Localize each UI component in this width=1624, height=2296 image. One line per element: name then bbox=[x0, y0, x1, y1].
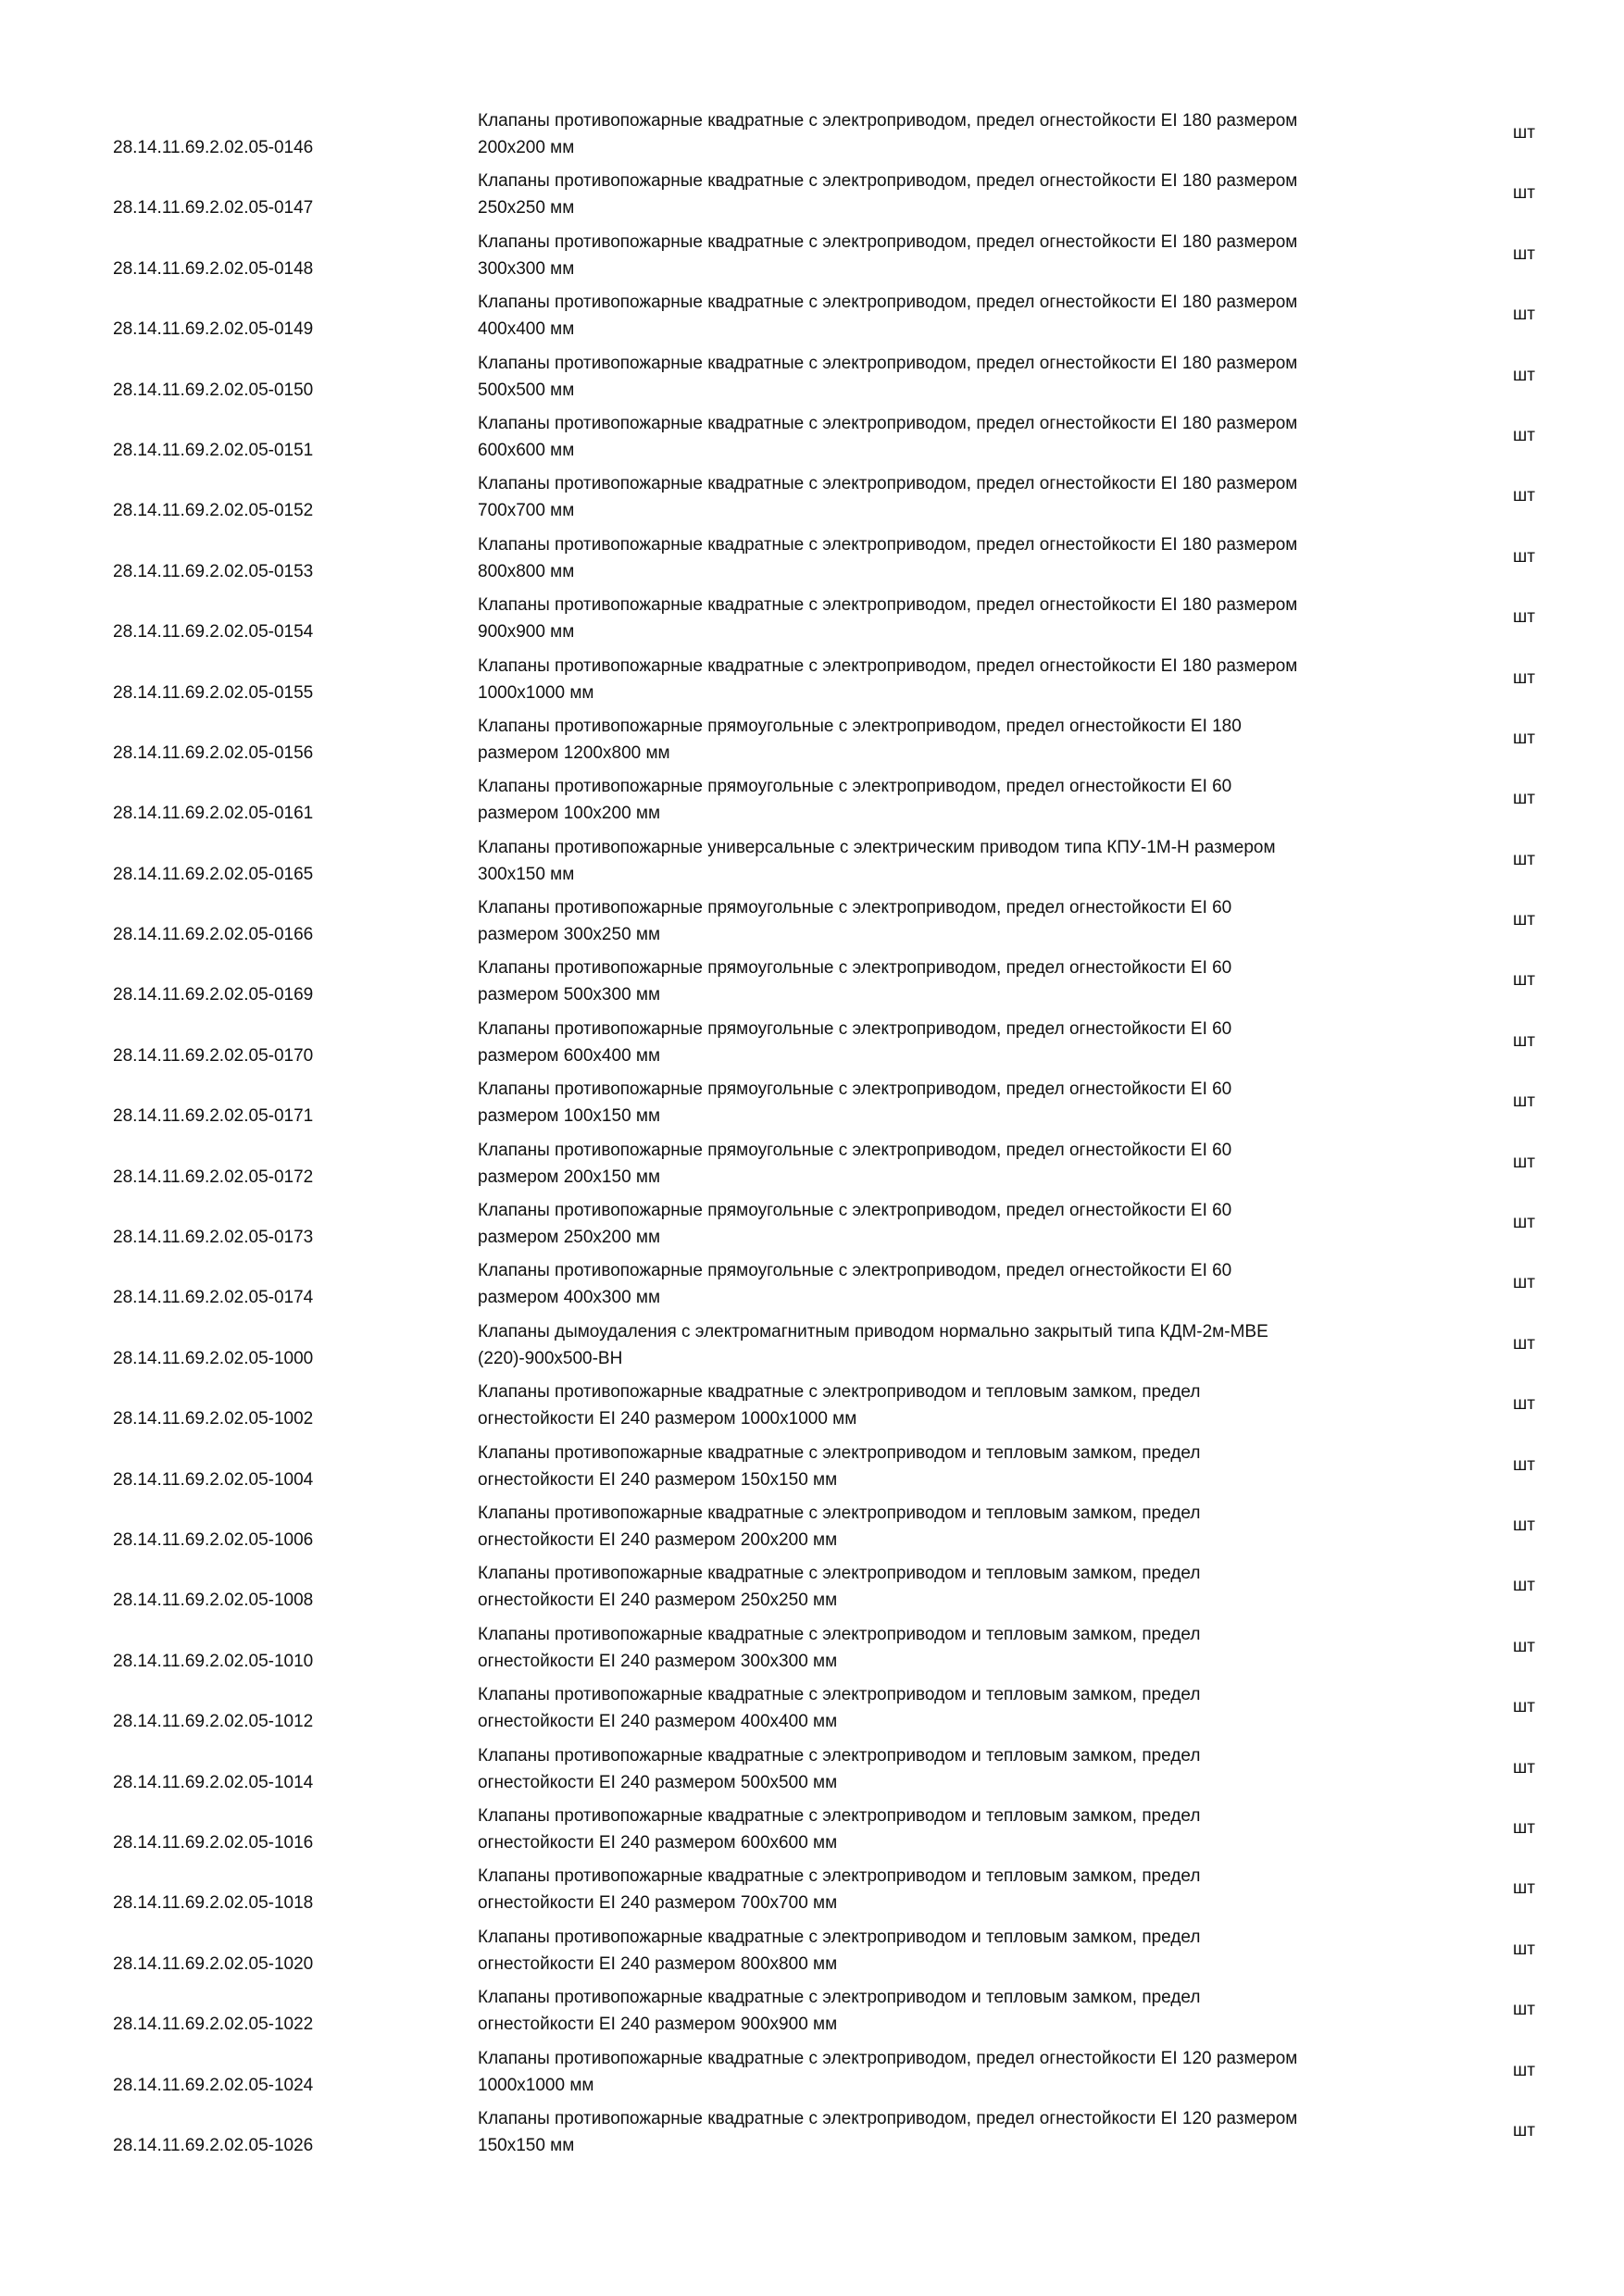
description-line-2: 200x200 мм bbox=[478, 138, 575, 157]
unit-of-measure: шт bbox=[1513, 668, 1535, 688]
table-row bbox=[0, 1375, 1624, 1435]
resource-description bbox=[478, 713, 1459, 767]
table-row bbox=[0, 406, 1624, 467]
table-row bbox=[0, 285, 1624, 345]
table-row bbox=[0, 2041, 1624, 2102]
description-line-2: 700x700 мм bbox=[478, 501, 575, 521]
unit-of-measure: шт bbox=[1513, 1213, 1535, 1233]
resource-code: 28.14.11.69.2.02.05-1008 bbox=[113, 1591, 314, 1611]
description-line-2: размером 100x200 мм bbox=[478, 804, 661, 824]
resource-description bbox=[478, 1803, 1459, 1856]
resource-code: 28.14.11.69.2.02.05-1010 bbox=[113, 1651, 314, 1671]
unit-of-measure: шт bbox=[1513, 1152, 1535, 1172]
resource-code: 28.14.11.69.2.02.05-0146 bbox=[113, 138, 314, 157]
resource-code: 28.14.11.69.2.02.05-1006 bbox=[113, 1529, 314, 1550]
resource-description bbox=[478, 410, 1459, 464]
description-line-2: 300x150 мм bbox=[478, 864, 575, 884]
description-line-1: Клапаны противопожарные квадратные с электроприводом и тепловым замком, предел bbox=[478, 1442, 1201, 1463]
description-line-2: 400x400 мм bbox=[478, 319, 575, 340]
table-row bbox=[0, 1436, 1624, 1496]
table-row bbox=[0, 1556, 1624, 1616]
description-line-1: Клапаны противопожарные квадратные с электроприводом и тепловым замком, предел bbox=[478, 1866, 1201, 1887]
description-line-2: размером 100x150 мм bbox=[478, 1106, 661, 1127]
description-line-2: размером 300x250 мм bbox=[478, 925, 661, 945]
resource-description bbox=[478, 1016, 1459, 1069]
description-line-1: Клапаны противопожарные квадратные с электроприводом и тепловым замком, предел bbox=[478, 1624, 1201, 1644]
unit-of-measure: шт bbox=[1513, 1273, 1535, 1293]
resource-description bbox=[478, 1984, 1459, 2038]
resource-code: 28.14.11.69.2.02.05-0169 bbox=[113, 985, 314, 1005]
description-line-2: 1000x1000 мм bbox=[478, 682, 594, 703]
table-row bbox=[0, 1012, 1624, 1072]
resource-description bbox=[478, 1076, 1459, 1129]
description-line-1: Клапаны противопожарные квадратные с электроприводом и тепловым замком, предел bbox=[478, 1685, 1201, 1705]
resource-description bbox=[478, 894, 1459, 948]
description-line-2: огнестойкости EI 240 размером 600x600 мм bbox=[478, 1832, 838, 1853]
resource-description bbox=[478, 107, 1459, 161]
resource-description bbox=[478, 168, 1459, 221]
description-line-2: 1000x1000 мм bbox=[478, 2075, 594, 2095]
unit-of-measure: шт bbox=[1513, 243, 1535, 264]
description-line-1: Клапаны противопожарные квадратные с электроприводом, предел огнестойкости EI 180 размером bbox=[478, 474, 1298, 494]
description-line-2: огнестойкости EI 240 размером 900x900 мм bbox=[478, 2015, 838, 2035]
description-line-1: Клапаны противопожарные квадратные с электроприводом, предел огнестойкости EI 180 размером bbox=[478, 655, 1298, 676]
resource-code: 28.14.11.69.2.02.05-0165 bbox=[113, 864, 314, 884]
resource-description bbox=[478, 531, 1459, 585]
resource-code: 28.14.11.69.2.02.05-1016 bbox=[113, 1832, 314, 1853]
table-row bbox=[0, 528, 1624, 588]
description-line-2: (220)-900x500-ВН bbox=[478, 1348, 623, 1368]
table-row bbox=[0, 346, 1624, 406]
description-line-2: огнестойкости EI 240 размером 500x500 мм bbox=[478, 1772, 838, 1792]
table-row bbox=[0, 1739, 1624, 1799]
resource-code: 28.14.11.69.2.02.05-0148 bbox=[113, 258, 314, 279]
resource-description bbox=[478, 1197, 1459, 1251]
unit-of-measure: шт bbox=[1513, 1757, 1535, 1778]
unit-of-measure: шт bbox=[1513, 2060, 1535, 2080]
unit-of-measure: шт bbox=[1513, 2120, 1535, 2140]
unit-of-measure: шт bbox=[1513, 789, 1535, 809]
resource-code: 28.14.11.69.2.02.05-0170 bbox=[113, 1045, 314, 1066]
resource-description bbox=[478, 1257, 1459, 1311]
table-row bbox=[0, 709, 1624, 769]
unit-of-measure: шт bbox=[1513, 425, 1535, 445]
table-row bbox=[0, 891, 1624, 951]
table-row bbox=[0, 951, 1624, 1011]
resource-code: 28.14.11.69.2.02.05-1002 bbox=[113, 1409, 314, 1429]
unit-of-measure: шт bbox=[1513, 970, 1535, 991]
resource-code: 28.14.11.69.2.02.05-1024 bbox=[113, 2075, 314, 2095]
unit-of-measure: шт bbox=[1513, 123, 1535, 143]
resource-code: 28.14.11.69.2.02.05-0166 bbox=[113, 925, 314, 945]
description-line-1: Клапаны противопожарные прямоугольные с электроприводом, предел огнестойкости EI 60 bbox=[478, 1018, 1232, 1039]
resource-code: 28.14.11.69.2.02.05-0154 bbox=[113, 622, 314, 643]
resource-code: 28.14.11.69.2.02.05-0153 bbox=[113, 561, 314, 581]
unit-of-measure: шт bbox=[1513, 1515, 1535, 1535]
resource-code: 28.14.11.69.2.02.05-0161 bbox=[113, 804, 314, 824]
resource-code: 28.14.11.69.2.02.05-1018 bbox=[113, 1893, 314, 1914]
resource-description bbox=[478, 653, 1459, 706]
resource-code: 28.14.11.69.2.02.05-0151 bbox=[113, 440, 314, 460]
resource-description bbox=[478, 470, 1459, 524]
resource-code: 28.14.11.69.2.02.05-1020 bbox=[113, 1953, 314, 1974]
description-line-1: Клапаны противопожарные квадратные с электроприводом, предел огнестойкости EI 180 размером bbox=[478, 595, 1298, 616]
resource-code: 28.14.11.69.2.02.05-1026 bbox=[113, 2135, 314, 2155]
resource-description bbox=[478, 1621, 1459, 1675]
description-line-1: Клапаны противопожарные квадратные с электроприводом, предел огнестойкости EI 180 размером bbox=[478, 534, 1298, 555]
unit-of-measure: шт bbox=[1513, 1576, 1535, 1596]
resource-code: 28.14.11.69.2.02.05-1000 bbox=[113, 1348, 314, 1368]
description-line-1: Клапаны противопожарные квадратные с электроприводом и тепловым замком, предел bbox=[478, 1805, 1201, 1826]
unit-of-measure: шт bbox=[1513, 1939, 1535, 1959]
description-line-2: огнестойкости EI 240 размером 300x300 мм bbox=[478, 1651, 838, 1671]
description-line-1: Клапаны противопожарные прямоугольные с электроприводом, предел огнестойкости EI 60 bbox=[478, 777, 1232, 797]
unit-of-measure: шт bbox=[1513, 1333, 1535, 1354]
resource-code: 28.14.11.69.2.02.05-0156 bbox=[113, 742, 314, 763]
resource-description bbox=[478, 2045, 1459, 2099]
description-line-2: размером 600x400 мм bbox=[478, 1045, 661, 1066]
unit-of-measure: шт bbox=[1513, 1454, 1535, 1475]
resource-code: 28.14.11.69.2.02.05-0149 bbox=[113, 319, 314, 340]
resource-code: 28.14.11.69.2.02.05-1022 bbox=[113, 2015, 314, 2035]
description-line-2: 500x500 мм bbox=[478, 380, 575, 400]
description-line-2: огнестойкости EI 240 размером 400x400 мм bbox=[478, 1712, 838, 1732]
description-line-1: Клапаны противопожарные прямоугольные с электроприводом, предел огнестойкости EI 60 bbox=[478, 1201, 1232, 1221]
resource-description bbox=[478, 1379, 1459, 1432]
resource-description bbox=[478, 773, 1459, 827]
description-line-1: Клапаны противопожарные квадратные с электроприводом и тепловым замком, предел bbox=[478, 1745, 1201, 1766]
table-row bbox=[0, 1254, 1624, 1314]
table-row bbox=[0, 1617, 1624, 1678]
table-row bbox=[0, 1859, 1624, 1919]
resource-description bbox=[478, 289, 1459, 343]
description-line-2: 900x900 мм bbox=[478, 622, 575, 643]
unit-of-measure: шт bbox=[1513, 2000, 1535, 2020]
resource-description bbox=[478, 1924, 1459, 1978]
description-line-1: Клапаны противопожарные квадратные с электроприводом, предел огнестойкости EI 120 размером bbox=[478, 2048, 1298, 2068]
description-line-1: Клапаны дымоудаления с электромагнитным приводом нормально закрытый типа КДМ-2м-МВЕ bbox=[478, 1321, 1268, 1341]
description-line-2: размером 400x300 мм bbox=[478, 1288, 661, 1308]
description-line-2: размером 250x200 мм bbox=[478, 1228, 661, 1248]
description-line-2: 250x250 мм bbox=[478, 198, 575, 218]
resource-code: 28.14.11.69.2.02.05-0173 bbox=[113, 1228, 314, 1248]
resource-description bbox=[478, 229, 1459, 282]
description-line-1: Клапаны противопожарные прямоугольные с электроприводом, предел огнестойкости EI 180 bbox=[478, 716, 1242, 736]
description-line-1: Клапаны противопожарные квадратные с электроприводом, предел огнестойкости EI 180 размером bbox=[478, 111, 1298, 131]
description-line-2: огнестойкости EI 240 размером 200x200 мм bbox=[478, 1529, 838, 1550]
unit-of-measure: шт bbox=[1513, 1092, 1535, 1112]
resource-code: 28.14.11.69.2.02.05-0174 bbox=[113, 1288, 314, 1308]
table-row bbox=[0, 225, 1624, 285]
unit-of-measure: шт bbox=[1513, 305, 1535, 325]
table-row bbox=[0, 104, 1624, 164]
description-line-1: Клапаны противопожарные прямоугольные с электроприводом, предел огнестойкости EI 60 bbox=[478, 1079, 1232, 1100]
resource-code: 28.14.11.69.2.02.05-1004 bbox=[113, 1469, 314, 1490]
table-row bbox=[0, 1678, 1624, 1738]
resource-description bbox=[478, 1863, 1459, 1916]
resource-description bbox=[478, 2105, 1459, 2159]
description-line-1: Клапаны противопожарные квадратные с электроприводом, предел огнестойкости EI 180 размером bbox=[478, 231, 1298, 252]
description-line-1: Клапаны противопожарные прямоугольные с электроприводом, предел огнестойкости EI 60 bbox=[478, 898, 1232, 918]
table-row bbox=[0, 1315, 1624, 1375]
resource-code: 28.14.11.69.2.02.05-0155 bbox=[113, 682, 314, 703]
unit-of-measure: шт bbox=[1513, 365, 1535, 385]
resource-description bbox=[478, 1742, 1459, 1796]
description-line-1: Клапаны противопожарные квадратные с электроприводом, предел огнестойкости EI 180 размером bbox=[478, 171, 1298, 192]
unit-of-measure: шт bbox=[1513, 910, 1535, 930]
unit-of-measure: шт bbox=[1513, 728, 1535, 748]
resource-description bbox=[478, 1440, 1459, 1493]
table-row bbox=[0, 649, 1624, 709]
table-row bbox=[0, 769, 1624, 830]
description-line-2: огнестойкости EI 240 размером 150x150 мм bbox=[478, 1469, 838, 1490]
description-line-1: Клапаны противопожарные прямоугольные с электроприводом, предел огнестойкости EI 60 bbox=[478, 958, 1232, 979]
resource-description bbox=[478, 1560, 1459, 1614]
description-line-2: огнестойкости EI 240 размером 1000x1000 мм bbox=[478, 1409, 857, 1429]
resource-description bbox=[478, 1500, 1459, 1554]
table-row bbox=[0, 1980, 1624, 2040]
resource-code: 28.14.11.69.2.02.05-0171 bbox=[113, 1106, 314, 1127]
description-line-1: Клапаны противопожарные универсальные с электрическим приводом типа КПУ-1М-Н размером bbox=[478, 837, 1276, 857]
table-row bbox=[0, 830, 1624, 891]
unit-of-measure: шт bbox=[1513, 183, 1535, 204]
resource-code: 28.14.11.69.2.02.05-1014 bbox=[113, 1772, 314, 1792]
unit-of-measure: шт bbox=[1513, 849, 1535, 869]
resource-code: 28.14.11.69.2.02.05-0152 bbox=[113, 501, 314, 521]
description-line-2: 800x800 мм bbox=[478, 561, 575, 581]
resource-description bbox=[478, 350, 1459, 404]
description-line-1: Клапаны противопожарные прямоугольные с электроприводом, предел огнестойкости EI 60 bbox=[478, 1261, 1232, 1281]
description-line-2: размером 1200x800 мм bbox=[478, 742, 670, 763]
table-row bbox=[0, 1496, 1624, 1556]
resource-code: 28.14.11.69.2.02.05-0172 bbox=[113, 1167, 314, 1187]
table-row bbox=[0, 1133, 1624, 1193]
description-line-1: Клапаны противопожарные квадратные с электроприводом и тепловым замком, предел bbox=[478, 1988, 1201, 2008]
description-line-2: огнестойкости EI 240 размером 700x700 мм bbox=[478, 1893, 838, 1914]
resource-description bbox=[478, 592, 1459, 645]
table-row bbox=[0, 467, 1624, 527]
resource-description bbox=[478, 1318, 1459, 1372]
description-line-2: огнестойкости EI 240 размером 250x250 мм bbox=[478, 1591, 838, 1611]
unit-of-measure: шт bbox=[1513, 486, 1535, 506]
table-row bbox=[0, 164, 1624, 224]
description-line-2: размером 500x300 мм bbox=[478, 985, 661, 1005]
unit-of-measure: шт bbox=[1513, 1817, 1535, 1838]
unit-of-measure: шт bbox=[1513, 546, 1535, 567]
description-line-1: Клапаны противопожарные квадратные с электроприводом и тепловым замком, предел bbox=[478, 1382, 1201, 1403]
table-row bbox=[0, 2102, 1624, 2162]
unit-of-measure: шт bbox=[1513, 607, 1535, 628]
description-line-1: Клапаны противопожарные квадратные с электроприводом, предел огнестойкости EI 180 размером bbox=[478, 293, 1298, 313]
description-line-1: Клапаны противопожарные квадратные с электроприводом и тепловым замком, предел bbox=[478, 1927, 1201, 1947]
description-line-1: Клапаны противопожарные прямоугольные с электроприводом, предел огнестойкости EI 60 bbox=[478, 1140, 1232, 1160]
unit-of-measure: шт bbox=[1513, 1636, 1535, 1656]
resource-table bbox=[0, 104, 1624, 2162]
table-row bbox=[0, 588, 1624, 648]
resource-description bbox=[478, 834, 1459, 888]
description-line-2: 150x150 мм bbox=[478, 2135, 575, 2155]
table-row bbox=[0, 1799, 1624, 1859]
description-line-2: 300x300 мм bbox=[478, 258, 575, 279]
unit-of-measure: шт bbox=[1513, 1697, 1535, 1717]
table-row bbox=[0, 1193, 1624, 1254]
resource-description bbox=[478, 1137, 1459, 1191]
description-line-2: 600x600 мм bbox=[478, 440, 575, 460]
resource-description bbox=[478, 955, 1459, 1008]
description-line-1: Клапаны противопожарные квадратные с электроприводом и тепловым замком, предел bbox=[478, 1503, 1201, 1523]
unit-of-measure: шт bbox=[1513, 1394, 1535, 1415]
resource-code: 28.14.11.69.2.02.05-1012 bbox=[113, 1712, 314, 1732]
resource-code: 28.14.11.69.2.02.05-0150 bbox=[113, 380, 314, 400]
table-row bbox=[0, 1920, 1624, 1980]
resource-code: 28.14.11.69.2.02.05-0147 bbox=[113, 198, 314, 218]
resource-description bbox=[478, 1681, 1459, 1735]
description-line-2: огнестойкости EI 240 размером 800x800 мм bbox=[478, 1953, 838, 1974]
table-row bbox=[0, 1072, 1624, 1132]
description-line-1: Клапаны противопожарные квадратные с электроприводом и тепловым замком, предел bbox=[478, 1564, 1201, 1584]
description-line-1: Клапаны противопожарные квадратные с электроприводом, предел огнестойкости EI 180 размером bbox=[478, 353, 1298, 373]
description-line-2: размером 200x150 мм bbox=[478, 1167, 661, 1187]
unit-of-measure: шт bbox=[1513, 1030, 1535, 1051]
description-line-1: Клапаны противопожарные квадратные с электроприводом, предел огнестойкости EI 180 размером bbox=[478, 413, 1298, 433]
description-line-1: Клапаны противопожарные квадратные с электроприводом, предел огнестойкости EI 120 размером bbox=[478, 2108, 1298, 2128]
unit-of-measure: шт bbox=[1513, 1878, 1535, 1899]
